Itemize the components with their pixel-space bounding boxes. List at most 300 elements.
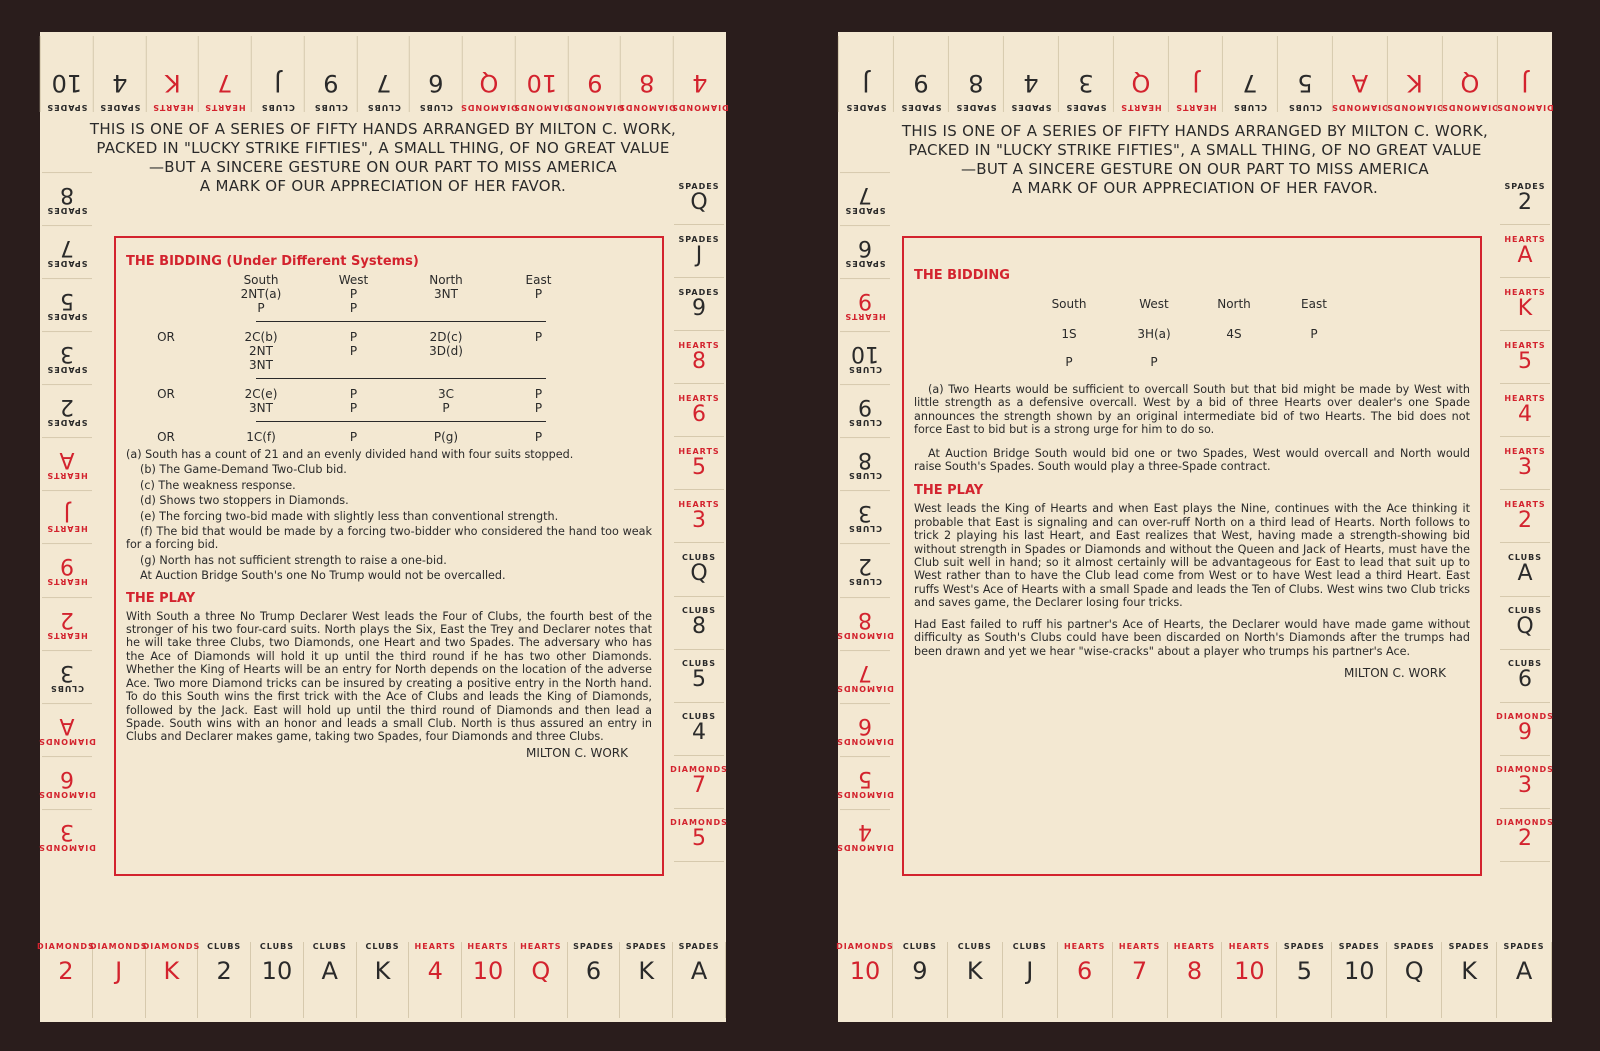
right-side-tab[interactable] (1500, 384, 1550, 437)
suit-label: CLUBS (1507, 659, 1543, 669)
right-top-tab[interactable] (1222, 36, 1277, 112)
rank-label: 5 (1297, 69, 1313, 97)
right-bottom-tab[interactable] (1497, 942, 1552, 1018)
right-top-tab[interactable] (838, 36, 893, 112)
right-play-title: THE PLAY (914, 483, 984, 499)
bid-cell: P (1310, 327, 1318, 341)
rank-label: K (164, 69, 181, 97)
suit-label: HEARTS (1504, 393, 1546, 403)
bid-row (126, 344, 652, 358)
rank-label: 2 (1518, 826, 1532, 852)
left-bottom-tab[interactable] (198, 942, 251, 1018)
rank-label: 7 (1242, 69, 1259, 97)
bid-cell (391, 358, 501, 372)
rank-label: J (1191, 69, 1200, 97)
bid-divider (256, 421, 546, 422)
left-bottom-tab[interactable] (251, 942, 304, 1018)
suit-label: SPADES (1338, 942, 1380, 951)
suit-label: SPADES (625, 942, 667, 951)
bid-row (914, 355, 1470, 369)
bid-row (126, 287, 652, 301)
right-side-tab[interactable] (1500, 278, 1550, 331)
bid-row (126, 387, 652, 401)
rank-label: 6 (858, 713, 872, 739)
rank-label: 3 (1518, 773, 1532, 799)
right-bottom-tab[interactable] (1222, 942, 1277, 1018)
rank-label: A (690, 957, 708, 985)
left-bottom-tab[interactable] (357, 942, 410, 1018)
header-line-2: PACKED IN "LUCKY STRIKE FIFTIES", A SMALL THING, OF NO GREAT VALUE (96, 139, 670, 157)
rank-label: 5 (692, 454, 706, 480)
suit-label: DIAMONDS (1386, 103, 1445, 112)
right-top-tab[interactable] (1331, 36, 1390, 112)
right-top-tab[interactable] (1058, 36, 1113, 112)
rank-label: 9 (912, 957, 928, 985)
suit-label: HEARTS (46, 577, 88, 587)
suit-label: HEARTS (1118, 942, 1161, 951)
bid-cell: P (442, 401, 450, 415)
right-bottom-tab[interactable] (1168, 942, 1223, 1018)
bid-cell (391, 301, 501, 315)
right-side-tab[interactable] (1500, 597, 1550, 650)
right-signature: MILTON C. WORK (1343, 665, 1446, 680)
right-bidding-table (914, 297, 1470, 369)
left-bottom-tab[interactable] (409, 942, 462, 1018)
left-side-tab[interactable] (42, 278, 92, 331)
rank-label: 8 (692, 614, 706, 640)
right-bottom-tab[interactable] (1332, 942, 1387, 1018)
right-side-tab[interactable] (670, 809, 728, 862)
suit-label: DIAMONDS (37, 942, 95, 951)
rank-label: 4 (692, 69, 708, 97)
bid-cell: 2D(c) (429, 330, 463, 344)
left-top-tab[interactable] (304, 36, 357, 112)
rank-label: Q (1131, 69, 1151, 97)
left-top-tab[interactable] (40, 36, 93, 112)
bidding-note: (a) Two Hearts would be sufficient to overcall South but that bid might be made by West with little strength as a defensive overcall. West by a bid of three Hearts over dealer's one Spade announces the strength shown by an original intermediate bid of two Hearts. The bid does not force East to bid but is a strong urge for him to do so. (914, 383, 1470, 437)
rank-label: 4 (1518, 401, 1532, 427)
right-top-tab[interactable] (1497, 36, 1552, 112)
bid-or-cell (126, 344, 206, 358)
rank-label: J (862, 69, 870, 97)
rank-label: Q (531, 957, 551, 985)
rank-label: 2 (1518, 507, 1532, 533)
bid-cell: 2C(b) (244, 330, 278, 344)
right-top-tab[interactable] (1277, 36, 1332, 112)
suit-label: SPADES (99, 103, 141, 112)
right-top-tab[interactable] (1168, 36, 1223, 112)
left-top-tab[interactable] (409, 36, 462, 112)
suit-label: SPADES (46, 418, 88, 428)
left-top-tab[interactable] (460, 36, 518, 112)
suit-label: DIAMONDS (1496, 765, 1554, 775)
left-side-tab[interactable] (42, 543, 92, 596)
left-side-tab[interactable] (42, 490, 92, 543)
suit-label: CLUBS (419, 103, 454, 112)
rank-label: A (59, 447, 75, 473)
rank-label: 9 (858, 394, 872, 420)
suit-label: DIAMONDS (670, 765, 728, 775)
left-play-title: THE PLAY (126, 590, 196, 606)
bid-cell: 3NT (249, 358, 273, 372)
rank-label: 6 (60, 766, 74, 792)
right-side-tab[interactable] (1496, 703, 1554, 756)
right-side-tab[interactable] (1496, 809, 1554, 862)
right-side-tab[interactable] (674, 384, 724, 437)
bid-or-cell: OR (157, 430, 175, 444)
suit-label: SPADES (46, 312, 88, 322)
bid-cell: 2NT (249, 344, 273, 358)
left-top-tab[interactable] (251, 36, 304, 112)
bid-or-cell: OR (157, 387, 175, 401)
suit-label: SPADES (1448, 942, 1490, 951)
suit-label: DIAMONDS (836, 942, 894, 951)
rank-label: 8 (692, 348, 706, 374)
suit-label: CLUBS (1507, 606, 1543, 616)
suit-label: CLUBS (259, 942, 294, 951)
suit-label: DIAMONDS (38, 790, 96, 800)
header-line-3: —BUT A SINCERE GESTURE ON OUR PART TO MISS AMERICA (148, 158, 617, 176)
rank-label: 5 (692, 826, 706, 852)
left-side-tab[interactable] (38, 703, 96, 756)
rank-label: 4 (692, 720, 706, 746)
suit-label: CLUBS (1288, 103, 1323, 112)
right-top-tab[interactable] (893, 36, 948, 112)
right-bottom-tab[interactable] (1277, 942, 1332, 1018)
rank-label: 2 (60, 394, 74, 420)
rank-label: J (1521, 69, 1529, 97)
bid-cell: P (534, 401, 543, 415)
right-side-tab[interactable] (670, 756, 728, 809)
bid-cell: P (349, 344, 358, 358)
left-bottom-tab[interactable] (673, 942, 726, 1018)
rank-label: 6 (585, 957, 602, 985)
left-side-tab[interactable] (840, 225, 890, 278)
left-top-tab[interactable] (618, 36, 677, 112)
left-bottom-tab[interactable] (89, 942, 148, 1018)
right-card-left-tabs (836, 172, 894, 862)
bid-cell: P (257, 301, 265, 315)
rank-label: 9 (1518, 720, 1532, 746)
suit-label: SPADES (1393, 942, 1435, 951)
rank-label: 6 (858, 235, 872, 261)
bid-cell: P (349, 330, 358, 344)
suit-label: SPADES (46, 206, 88, 216)
suit-label: CLUBS (1507, 552, 1543, 562)
bid-cell (501, 358, 576, 372)
suit-label: DIAMONDS (565, 103, 624, 112)
bid-row (126, 301, 652, 315)
right-bottom-tab[interactable] (948, 942, 1003, 1018)
right-side-tab[interactable] (1500, 650, 1550, 703)
rank-label: K (374, 957, 391, 985)
bid-cell: 1S (1061, 327, 1077, 341)
bid-or-cell (126, 273, 206, 287)
left-bottom-tab[interactable] (37, 942, 95, 1018)
suit-label: HEARTS (520, 942, 562, 951)
right-side-tab[interactable] (1496, 756, 1554, 809)
suit-label: HEARTS (1504, 446, 1546, 456)
right-content-box (902, 236, 1482, 876)
left-bottom-tab[interactable] (620, 942, 673, 1018)
right-top-tab[interactable] (1003, 36, 1058, 112)
suit-label: SPADES (678, 942, 720, 951)
suit-label: CLUBS (1233, 103, 1268, 112)
right-side-tab[interactable] (674, 650, 724, 703)
rank-label: 10 (51, 69, 83, 97)
right-card-top-tabs (838, 36, 1552, 112)
bidding-note: (a) South has a count of 21 and an evenly divided hand with four suits stopped. (126, 448, 574, 461)
bid-cell: P (349, 287, 358, 301)
rank-label: K (638, 957, 655, 985)
right-play-paragraph-2: Had East failed to ruff his partner's Ace of Hearts, the Declarer would have made game without difficulty as South's Clubs could have been discarded on North's Diamonds after the trumps had been drawn and yet we hear "wise-cracks" about a player who trumps his partner's Ace. (914, 617, 1470, 658)
right-bottom-tab[interactable] (893, 942, 948, 1018)
rank-label: K (1517, 295, 1533, 321)
right-bottom-tab[interactable] (1003, 942, 1058, 1018)
left-top-tab[interactable] (146, 36, 199, 112)
right-side-tab[interactable] (674, 597, 724, 650)
suit-label: HEARTS (46, 631, 88, 641)
right-bottom-tab[interactable] (1113, 942, 1168, 1018)
bid-header-cell: East (1301, 297, 1327, 311)
bid-cell (501, 301, 576, 315)
rank-label: 9 (60, 553, 74, 579)
rank-label: 5 (1518, 348, 1532, 374)
left-side-tab[interactable] (836, 756, 894, 809)
right-side-tab[interactable] (1500, 331, 1550, 384)
bid-cell (1194, 355, 1274, 369)
left-card-left-tabs (38, 172, 96, 862)
bid-row (126, 330, 652, 344)
suit-label: SPADES (900, 103, 942, 112)
bid-or-cell: OR (157, 330, 175, 344)
bid-cell: P (1065, 355, 1073, 369)
rank-label: 5 (858, 766, 872, 792)
rank-label: K (163, 957, 180, 985)
left-side-tab[interactable] (840, 543, 890, 596)
left-side-tab[interactable] (42, 225, 92, 278)
left-side-tab[interactable] (840, 437, 890, 490)
left-side-tab[interactable] (836, 650, 894, 703)
rank-label: 5 (1296, 957, 1312, 985)
suit-label: HEARTS (1173, 942, 1216, 951)
left-side-tab[interactable] (836, 809, 894, 862)
left-top-tab[interactable] (565, 36, 624, 112)
right-bottom-tab[interactable] (1058, 942, 1113, 1018)
rank-label: 3 (60, 341, 74, 367)
left-side-tab[interactable] (840, 490, 890, 543)
rank-label: 6 (428, 69, 444, 97)
header-line-4: A MARK OF OUR APPRECIATION OF HER FAVOR. (1011, 179, 1379, 197)
suit-label: CLUBS (49, 684, 85, 694)
left-side-tab[interactable] (840, 384, 890, 437)
suit-label: CLUBS (365, 942, 400, 951)
suit-label: SPADES (678, 287, 720, 297)
left-bidding-title: THE BIDDING (Under Different Systems) (126, 254, 419, 269)
bid-cell: P (534, 387, 543, 401)
rank-label: 7 (60, 235, 74, 261)
suit-label: CLUBS (366, 103, 401, 112)
bid-cell: 3NT (249, 401, 273, 415)
suit-label: DIAMONDS (1331, 103, 1390, 112)
right-side-tab[interactable] (1500, 225, 1550, 278)
rank-label: 2 (858, 553, 872, 579)
suit-label: HEARTS (678, 499, 720, 509)
suit-label: CLUBS (847, 577, 883, 587)
rank-label: 4 (858, 819, 872, 845)
right-side-tab[interactable] (1500, 437, 1550, 490)
suit-label: CLUBS (681, 712, 717, 722)
left-side-tab[interactable] (42, 650, 92, 703)
left-top-tab[interactable] (512, 36, 571, 112)
right-side-tab[interactable] (674, 490, 724, 543)
left-side-tab[interactable] (840, 331, 890, 384)
suit-label: CLUBS (847, 471, 883, 481)
suit-label: CLUBS (902, 942, 937, 951)
suit-label: HEARTS (467, 942, 509, 951)
rank-label: Q (1460, 69, 1480, 97)
left-header (40, 120, 726, 196)
right-top-tab[interactable] (1386, 36, 1445, 112)
right-top-tab[interactable] (1113, 36, 1168, 112)
rank-label: 8 (858, 447, 872, 473)
left-bottom-tab[interactable] (142, 942, 201, 1018)
left-bottom-tab[interactable] (515, 942, 568, 1018)
suit-label: DIAMONDS (836, 737, 894, 747)
bid-header-cell: North (429, 273, 463, 287)
suit-label: CLUBS (1012, 942, 1047, 951)
right-side-tab[interactable] (674, 225, 724, 278)
suit-label: CLUBS (681, 606, 717, 616)
left-card-top-tabs (40, 36, 729, 112)
rank-label: 9 (692, 295, 706, 321)
bid-divider (256, 321, 546, 322)
left-side-tab[interactable] (42, 437, 92, 490)
header-line-1: THIS IS ONE OF A SERIES OF FIFTY HANDS ARRANGED BY MILTON C. WORK, (89, 120, 677, 138)
rank-label: Q (1516, 614, 1534, 640)
bid-or-cell (126, 301, 206, 315)
bid-row (914, 327, 1470, 341)
left-side-tab[interactable] (38, 809, 96, 862)
right-bottom-tab[interactable] (1442, 942, 1497, 1018)
right-side-tab[interactable] (1500, 490, 1550, 543)
left-side-tab[interactable] (38, 756, 96, 809)
left-side-tab[interactable] (840, 278, 890, 331)
rank-label: 10 (1343, 957, 1375, 985)
suit-label: SPADES (844, 206, 886, 216)
rank-label: 7 (858, 660, 872, 686)
left-top-tab[interactable] (93, 36, 146, 112)
bidding-note: (c) The weakness response. (140, 478, 296, 492)
bid-header-row (914, 297, 1470, 311)
bid-cell: 3NT (434, 287, 458, 301)
rank-label: 7 (375, 69, 392, 97)
rank-label: 3 (60, 819, 74, 845)
rank-label: 10 (472, 957, 504, 985)
left-side-tab[interactable] (42, 597, 92, 650)
right-side-tab[interactable] (674, 543, 724, 596)
bid-cell: P (534, 430, 543, 444)
suit-label: SPADES (845, 103, 887, 112)
suit-label: HEARTS (1174, 103, 1217, 112)
left-bottom-tab[interactable] (304, 942, 357, 1018)
bid-row (126, 358, 652, 372)
left-card-bottom-tabs (37, 942, 726, 1018)
right-top-tab[interactable] (1442, 36, 1497, 112)
rank-label: 4 (427, 957, 443, 985)
right-bottom-tab[interactable] (838, 942, 893, 1018)
right-side-tab[interactable] (1500, 543, 1550, 596)
rank-label: 9 (913, 69, 929, 97)
suit-label: CLUBS (312, 942, 347, 951)
bid-cell: P (534, 287, 543, 301)
right-side-tab[interactable] (674, 278, 724, 331)
rank-label: 8 (968, 69, 984, 97)
right-bidding-title: THE BIDDING (914, 268, 1010, 283)
left-side-tab[interactable] (42, 331, 92, 384)
left-bidding-table (126, 273, 652, 444)
right-side-tab[interactable] (674, 703, 724, 756)
left-side-tab[interactable] (836, 597, 894, 650)
suit-label: HEARTS (1228, 942, 1271, 951)
rank-label: 4 (1023, 69, 1039, 97)
bid-header-cell: South (1051, 297, 1087, 311)
rank-label: 7 (692, 773, 706, 799)
bid-row (126, 401, 652, 415)
bidding-note: (b) The Game-Demand Two-Club bid. (140, 463, 347, 477)
left-bottom-tab[interactable] (568, 942, 621, 1018)
bid-cell: 1C(f) (246, 430, 276, 444)
suit-label: DIAMONDS (836, 631, 894, 641)
suit-label: DIAMONDS (38, 843, 96, 853)
rank-label: 7 (217, 69, 233, 97)
right-side-tab[interactable] (674, 331, 724, 384)
bid-cell: P (349, 430, 358, 444)
right-bottom-tab[interactable] (1387, 942, 1442, 1018)
suit-label: SPADES (1283, 942, 1325, 951)
left-top-tab[interactable] (671, 36, 729, 112)
suit-label: DIAMONDS (1496, 103, 1554, 112)
left-top-tab[interactable] (357, 36, 410, 112)
left-side-tab[interactable] (836, 703, 894, 756)
rank-label: 9 (323, 69, 339, 97)
rank-label: 6 (692, 401, 706, 427)
bid-cell: 4S (1226, 327, 1242, 341)
suit-label: SPADES (678, 234, 720, 244)
bid-cell: 3H(a) (1137, 327, 1171, 341)
bidding-note: (f) The bid that would be made by a forcing two-bidder who considered the hand too weak for a forcing bid. (126, 525, 652, 552)
right-side-tab[interactable] (674, 437, 724, 490)
rank-label: 10 (526, 69, 558, 97)
bid-header-row (126, 273, 652, 287)
suit-label: DIAMONDS (836, 843, 894, 853)
rank-label: K (1407, 69, 1424, 97)
suit-label: HEARTS (204, 103, 246, 112)
rank-label: J (1026, 957, 1034, 985)
rank-label: K (1461, 957, 1477, 985)
left-bottom-tab[interactable] (462, 942, 515, 1018)
rank-label: A (1515, 957, 1533, 985)
right-card-right-tabs (1496, 172, 1554, 862)
suit-label: HEARTS (414, 942, 456, 951)
left-top-tab[interactable] (198, 36, 251, 112)
suit-label: HEARTS (678, 340, 720, 350)
suit-label: CLUBS (681, 659, 717, 669)
suit-label: DIAMONDS (836, 790, 894, 800)
right-top-tab[interactable] (948, 36, 1003, 112)
suit-label: DIAMONDS (618, 103, 677, 112)
left-side-tab[interactable] (42, 384, 92, 437)
